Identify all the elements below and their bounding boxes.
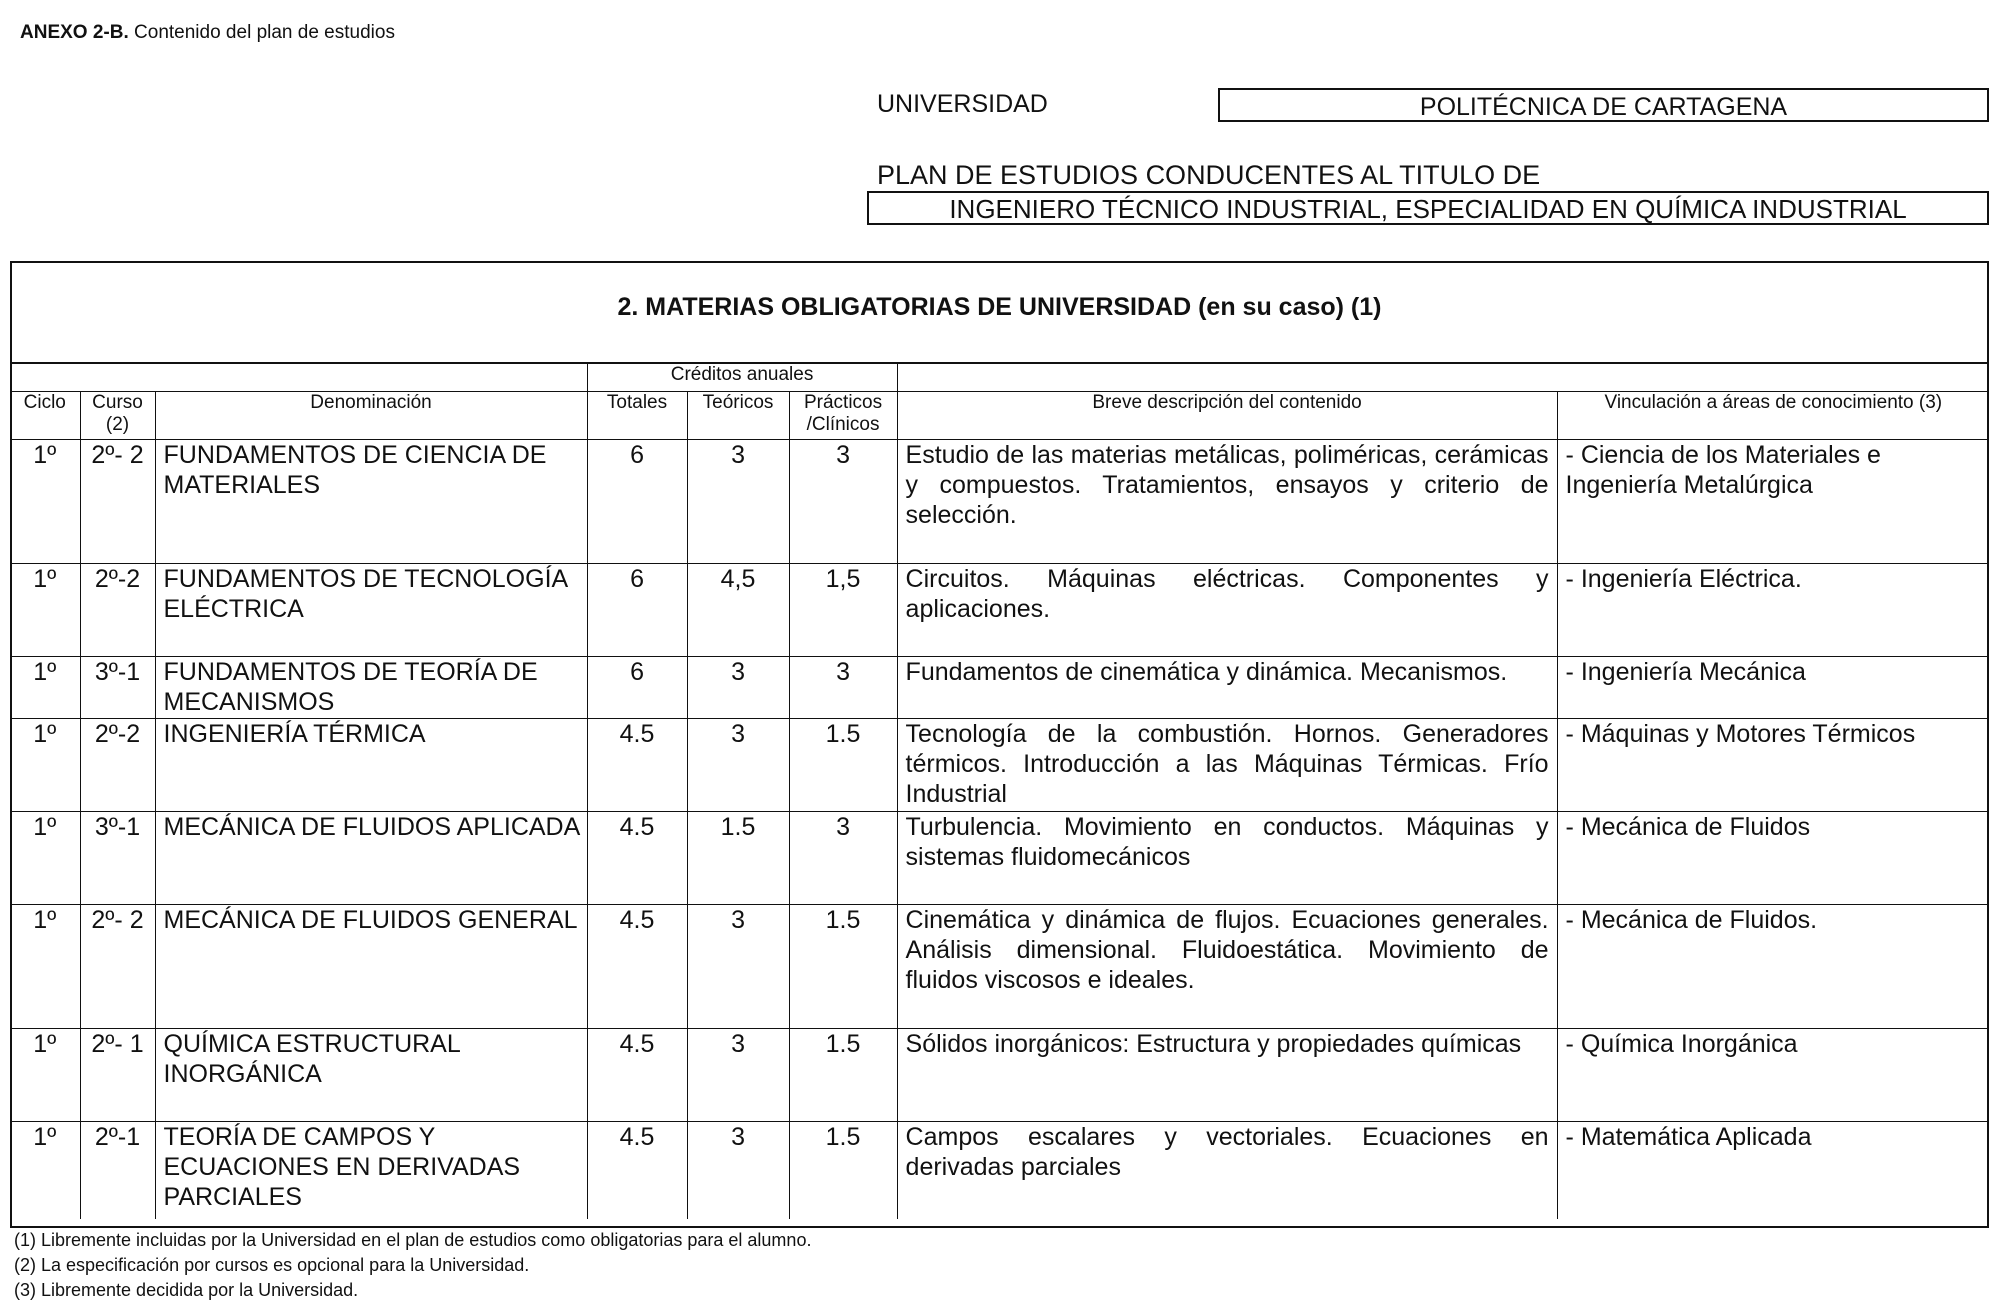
cell-teoricos: 3	[687, 1121, 789, 1219]
footnote: (3) Libremente decidida por la Universidad.	[14, 1280, 359, 1300]
table-row	[10, 718, 1989, 811]
cell-ciclo: 1º	[10, 904, 80, 1028]
cell-totales: 4.5	[587, 1028, 687, 1121]
cell-curso: 2º-2	[80, 563, 155, 656]
cell-ciclo: 1º	[10, 718, 80, 811]
cell-practicos: 1.5	[789, 904, 897, 1028]
cell-name: FUNDAMENTOS DE TEORÍA DE MECANISMOS	[155, 656, 587, 718]
university-name-box: POLITÉCNICA DE CARTAGENA	[1218, 88, 1989, 122]
cell-teoricos: 1.5	[687, 811, 789, 904]
cell-teoricos: 3	[687, 718, 789, 811]
cell-curso: 3º-1	[80, 811, 155, 904]
cell-area: - Máquinas y Motores Térmicos	[1557, 718, 1989, 811]
cell-curso: 2º-2	[80, 718, 155, 811]
cell-name: FUNDAMENTOS DE CIENCIA DE MATERIALES	[155, 439, 587, 563]
cell-ciclo: 1º	[10, 1028, 80, 1121]
col-denominacion: Denominación	[155, 391, 587, 439]
cell-name: INGENIERÍA TÉRMICA	[155, 718, 587, 811]
col-ciclo: Ciclo	[10, 391, 80, 439]
cell-curso: 2º-1	[80, 1121, 155, 1219]
cell-teoricos: 3	[687, 904, 789, 1028]
cell-totales: 4.5	[587, 1121, 687, 1219]
table-row	[10, 1028, 1989, 1121]
cell-teoricos: 3	[687, 1028, 789, 1121]
table-row	[10, 656, 1989, 718]
cell-name: TEORÍA DE CAMPOS Y ECUACIONES EN DERIVADAS PARCIALES	[155, 1121, 587, 1219]
col-clinicos-label: /Clínicos	[806, 413, 880, 435]
cell-practicos: 3	[789, 811, 897, 904]
col-vinculacion: Vinculación a áreas de conocimiento (3)	[1557, 391, 1989, 439]
col-curso	[80, 391, 155, 439]
cell-ciclo: 1º	[10, 563, 80, 656]
footnotes	[14, 1228, 811, 1303]
col-teoricos: Teóricos	[687, 391, 789, 439]
annex-heading	[20, 22, 395, 44]
cell-area: - Química Inorgánica	[1557, 1028, 1989, 1121]
subjects-table	[10, 362, 1989, 1219]
col-totales: Totales	[587, 391, 687, 439]
cell-description: Tecnología de la combustión. Hornos. Generadores térmicos. Introducción a las Máquinas Térmicas. Frío Industrial	[897, 718, 1557, 811]
cell-description: Turbulencia. Movimiento en conductos. Máquinas y sistemas fluidomecánicos	[897, 811, 1557, 904]
credits-group-header: Créditos anuales	[587, 363, 897, 391]
table-row	[10, 439, 1989, 563]
cell-totales: 4.5	[587, 811, 687, 904]
cell-ciclo: 1º	[10, 656, 80, 718]
col-descripcion: Breve descripción del contenido	[897, 391, 1557, 439]
cell-practicos: 3	[789, 656, 897, 718]
cell-totales: 4.5	[587, 718, 687, 811]
header-spacer-right	[897, 363, 1989, 391]
annex-number: ANEXO 2-B.	[20, 22, 129, 43]
cell-description: Estudio de las materias metálicas, poliméricas, cerámicas y compuestos. Tratamientos, ensayos y criterio de selección.	[897, 439, 1557, 563]
header-spacer	[10, 363, 587, 391]
cell-area: - Ingeniería Mecánica	[1557, 656, 1989, 718]
table-row	[10, 904, 1989, 1028]
cell-totales: 6	[587, 563, 687, 656]
cell-teoricos: 4,5	[687, 563, 789, 656]
cell-practicos: 1.5	[789, 1121, 897, 1219]
cell-practicos: 3	[789, 439, 897, 563]
footnote: (2) La especificación por cursos es opcional para la Universidad.	[14, 1255, 530, 1275]
cell-practicos: 1.5	[789, 718, 897, 811]
cell-curso: 2º- 2	[80, 439, 155, 563]
cell-name: QUÍMICA ESTRUCTURAL INORGÁNICA	[155, 1028, 587, 1121]
cell-area: - Mecánica de Fluidos.	[1557, 904, 1989, 1028]
cell-ciclo: 1º	[10, 811, 80, 904]
cell-teoricos: 3	[687, 439, 789, 563]
table-row	[10, 1121, 1989, 1219]
cell-area: - Ingeniería Eléctrica.	[1557, 563, 1989, 656]
footnote: (1) Libremente incluidas por la Universidad en el plan de estudios como obligatorias para el alumno.	[14, 1230, 812, 1250]
cell-ciclo: 1º	[10, 1121, 80, 1219]
cell-description: Campos escalares y vectoriales. Ecuaciones en derivadas parciales	[897, 1121, 1557, 1219]
cell-curso: 2º- 1	[80, 1028, 155, 1121]
col-practicos	[789, 391, 897, 439]
table-row	[10, 811, 1989, 904]
cell-area: - Mecánica de Fluidos	[1557, 811, 1989, 904]
cell-area: - Ciencia de los Materiales e Ingeniería Metalúrgica	[1557, 439, 1989, 563]
cell-description: Circuitos. Máquinas eléctricas. Componentes y aplicaciones.	[897, 563, 1557, 656]
cell-teoricos: 3	[687, 656, 789, 718]
cell-practicos: 1,5	[789, 563, 897, 656]
cell-name: MECÁNICA DE FLUIDOS GENERAL	[155, 904, 587, 1028]
cell-description: Sólidos inorgánicos: Estructura y propiedades químicas	[897, 1028, 1557, 1121]
university-label: UNIVERSIDAD	[877, 90, 1048, 118]
cell-curso: 2º- 2	[80, 904, 155, 1028]
plan-label: PLAN DE ESTUDIOS CONDUCENTES AL TITULO DE	[877, 160, 1541, 190]
section-title: 2. MATERIAS OBLIGATORIAS DE UNIVERSIDAD (en su caso) (1)	[617, 293, 1382, 321]
cell-ciclo: 1º	[10, 439, 80, 563]
cell-name: FUNDAMENTOS DE TECNOLOGÍA ELÉCTRICA	[155, 563, 587, 656]
cell-curso: 3º-1	[80, 656, 155, 718]
cell-totales: 6	[587, 656, 687, 718]
cell-totales: 6	[587, 439, 687, 563]
cell-practicos: 1.5	[789, 1028, 897, 1121]
table-row	[10, 563, 1989, 656]
cell-description: Fundamentos de cinemática y dinámica. Mecanismos.	[897, 656, 1557, 718]
cell-area: - Matemática Aplicada	[1557, 1121, 1989, 1219]
cell-name: MECÁNICA DE FLUIDOS APLICADA	[155, 811, 587, 904]
degree-title-box: INGENIERO TÉCNICO INDUSTRIAL, ESPECIALIDAD EN QUÍMICA INDUSTRIAL	[867, 191, 1989, 225]
cell-description: Cinemática y dinámica de flujos. Ecuaciones generales. Análisis dimensional. Fluidoestática. Movimiento de fluidos viscosos e ideales.	[897, 904, 1557, 1028]
annex-subtitle: Contenido del plan de estudios	[134, 22, 395, 43]
cell-totales: 4.5	[587, 904, 687, 1028]
col-practicos-label: Prácticos	[803, 391, 883, 413]
col-curso-label: Curso	[92, 391, 143, 413]
col-curso-note: (2)	[105, 413, 130, 435]
